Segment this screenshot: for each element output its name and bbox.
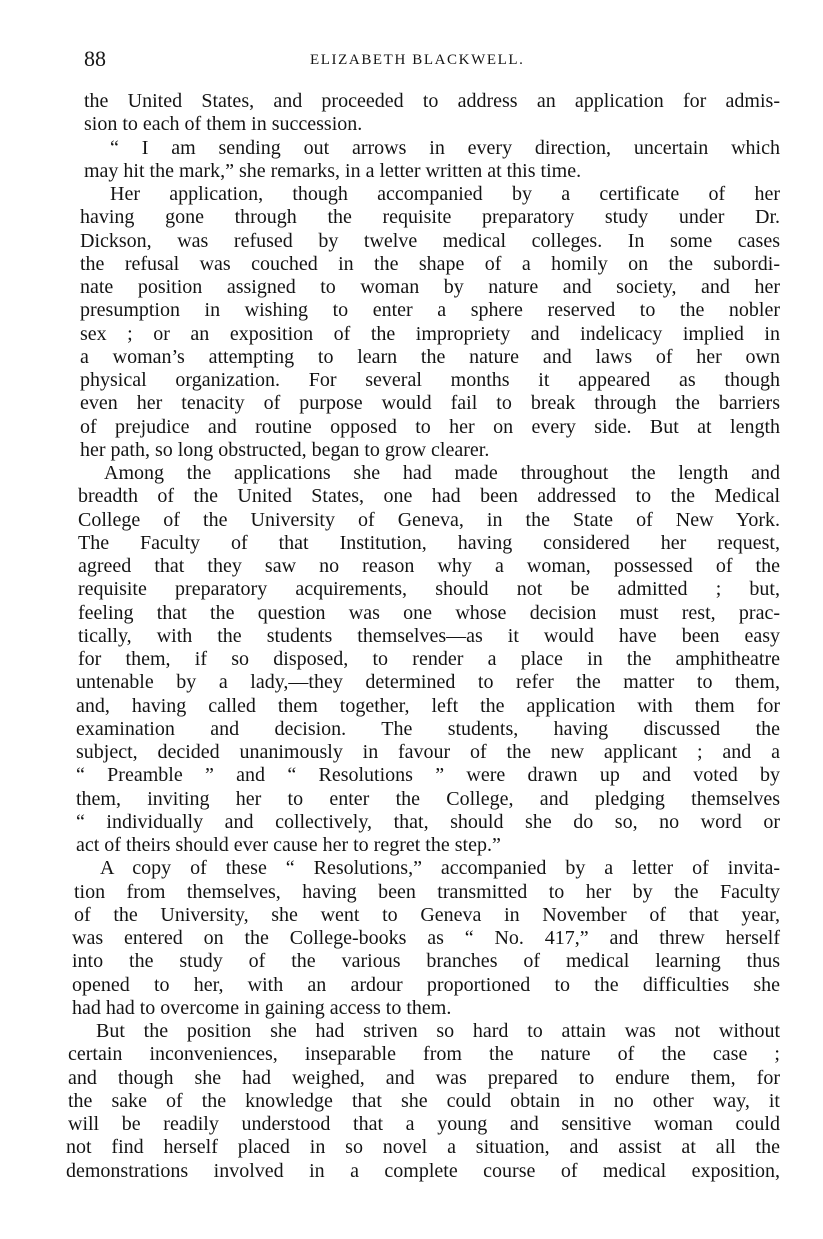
- text-line: sex ; or an exposition of the impropriety and indelicacy implied in: [80, 322, 780, 345]
- text-line: for them, if so disposed, to render a place in the amphitheatre: [78, 648, 780, 670]
- text-line: Dickson, was refused by twelve medical colleges. In some cases: [80, 229, 780, 252]
- text-line: But the position she had striven so hard to attain was not without: [96, 1020, 780, 1042]
- body-text: [66, 90, 790, 1183]
- text-line: was entered on the College-books as “ No. 417,” and threw herself: [72, 927, 780, 949]
- text-line: and though she had weighed, and was prepared to endure them, for: [68, 1066, 780, 1089]
- text-line: certain inconveniences, inseparable from the nature of the case ;: [68, 1043, 780, 1066]
- text-line: “ Preamble ” and “ Resolutions ” were drawn up and voted by: [76, 764, 780, 787]
- text-line: examination and decision. The students, having discussed the: [76, 717, 780, 740]
- text-line: Her application, though accompanied by a certificate of her: [110, 183, 780, 205]
- text-line: physical organization. For several months it appeared as though: [80, 369, 780, 391]
- text-line: the sake of the knowledge that she could obtain in no other way, it: [68, 1089, 780, 1112]
- text-line: sion to each of them in succession.: [84, 113, 363, 136]
- text-line: may hit the mark,” she remarks, in a letter written at this time.: [84, 159, 582, 182]
- text-line: The Faculty of that Institution, having considered her request,: [78, 531, 780, 554]
- text-line: breadth of the United States, one had been addressed to the Medical: [78, 485, 780, 508]
- text-line: even her tenacity of purpose would fail to break through the barriers: [80, 392, 780, 415]
- text-line: having gone through the requisite preparatory study under Dr.: [80, 206, 780, 229]
- text-line: requisite preparatory acquirements, should not be admitted ; but,: [78, 578, 780, 601]
- text-line: a woman’s attempting to learn the nature and laws of her own: [80, 345, 780, 368]
- page-header: [84, 46, 784, 76]
- text-line: of prejudice and routine opposed to her on every side. But at length: [80, 415, 780, 438]
- text-line: “ I am sending out arrows in every direction, uncertain which: [110, 136, 780, 159]
- text-line: and, having called them together, left the application with them for: [76, 694, 780, 717]
- page-number: 88: [84, 46, 106, 71]
- text-line: act of theirs should ever cause her to regret the step.”: [76, 834, 501, 856]
- text-line: presumption in wishing to enter a sphere reserved to the nobler: [80, 299, 780, 322]
- text-line: tically, with the students themselves—as it would have been easy: [78, 624, 780, 647]
- text-line: Among the applications she had made throughout the length and: [104, 462, 780, 484]
- text-line: nate position assigned to woman by nature and society, and her: [80, 276, 780, 298]
- text-line: College of the University of Geneva, in the State of New York.: [78, 508, 780, 531]
- text-line: “ individually and collectively, that, should she do so, no word or: [76, 810, 780, 833]
- text-line: the refusal was couched in the shape of a homily on the subordi-: [80, 252, 780, 275]
- text-line: subject, decided unanimously in favour of the new applicant ; and a: [76, 741, 780, 763]
- running-head: ELIZABETH BLACKWELL.: [310, 52, 525, 68]
- text-line: A copy of these “ Resolutions,” accompanied by a letter of invita-: [100, 857, 780, 880]
- text-line: opened to her, with an ardour proportioned to the difficulties she: [72, 973, 780, 996]
- text-line: untenable by a lady,—they determined to refer the matter to them,: [76, 671, 780, 694]
- text-line: of the University, she went to Geneva in November of that year,: [74, 903, 780, 926]
- text-line: feeling that the question was one whose decision must rest, prac-: [78, 601, 780, 624]
- text-line: had had to overcome in gaining access to them.: [72, 996, 452, 1019]
- text-line: demonstrations involved in a complete course of medical exposition,: [66, 1159, 780, 1182]
- text-line: her path, so long obstructed, began to grow clearer.: [80, 438, 490, 461]
- text-line: the United States, and proceeded to address an application for admis-: [84, 90, 780, 112]
- text-line: agreed that they saw no reason why a woman, possessed of the: [78, 555, 780, 577]
- text-line: will be readily understood that a young and sensitive woman could: [68, 1113, 780, 1135]
- text-line: them, inviting her to enter the College, and pledging themselves: [76, 787, 780, 810]
- text-line: not find herself placed in so novel a situation, and assist at all the: [66, 1136, 780, 1159]
- text-line: tion from themselves, having been transmitted to her by the Faculty: [74, 880, 780, 903]
- text-line: into the study of the various branches of medical learning thus: [72, 950, 780, 973]
